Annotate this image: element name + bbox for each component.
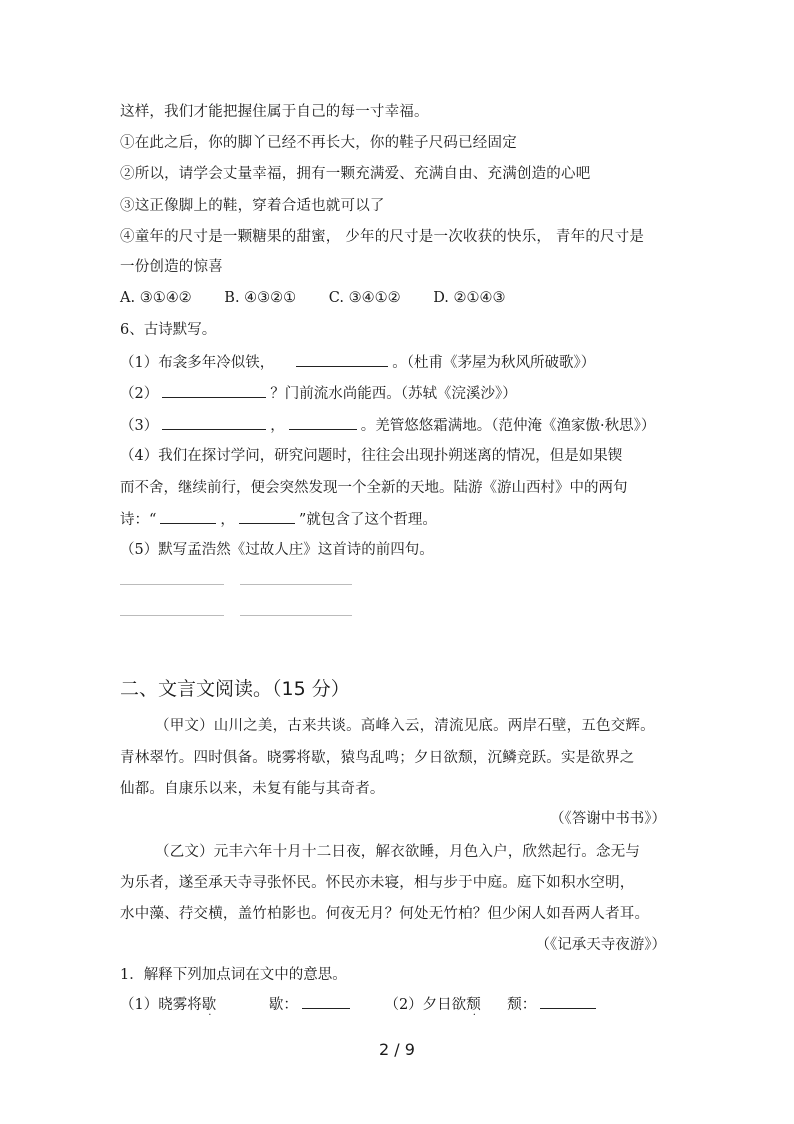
section-heading: 二、文言文阅读。（15 分） (120, 678, 350, 700)
jia-text-line3: 仙都。自康乐以来，未复有能与其奇者。 (120, 781, 385, 797)
q1a-blank[interactable] (302, 994, 350, 1009)
yi-text-line2: 为乐者，遂至承天寺寻张怀民。怀民亦未寝，相与步于中庭。庭下如积水空明， (120, 875, 635, 891)
q6-item-4-line3 (120, 509, 437, 530)
option-a: A. ③①④② (120, 290, 192, 306)
q6-item-4-line2: 而不舍，继续前行，便会突然发现一个全新的天地。陆游《游山西村》中的两句 (120, 480, 628, 496)
q6-3-comma: ， (270, 418, 285, 434)
answer-options (120, 288, 534, 308)
q6-2-blank[interactable] (162, 383, 266, 398)
page-number: 2 / 9 (379, 1040, 415, 1059)
q6-3-source: 。羌管悠悠霜满地。（范仲淹《渔家傲·秋思》） (360, 418, 656, 434)
q6-1-source: 。（杜甫《茅屋为秋风所破歌》） (392, 355, 596, 371)
q6-4-blank-2[interactable] (239, 509, 295, 524)
option-b: B. ④③②① (224, 290, 297, 306)
q6-1-prompt: （1）布衾多年冷似铁， (120, 355, 275, 371)
q6-item-5: （5）默写孟浩然《过故人庄》这首诗的前四句。 (120, 542, 434, 558)
jia-source: （《答谢中书书》） (550, 811, 666, 827)
q6-4-suffix: ”就包含了这个哲理。 (298, 512, 437, 528)
writing-line-4[interactable] (240, 615, 352, 616)
sentence-4-line1: ④童年的尺寸是一颗糖果的甜蜜， 少年的尺寸是一次收获的快乐， 青年的尺寸是 (120, 229, 645, 245)
q6-2-source: ？门前流水尚能西。（苏轼《浣溪沙》） (270, 386, 517, 402)
q1a-label: 歇： (268, 997, 298, 1013)
q1b-blank[interactable] (540, 994, 596, 1009)
sentence-3: ③这正像脚上的鞋，穿着合适也就可以了 (120, 198, 385, 214)
q1a-phrase: （1）晓雾将 (120, 997, 202, 1013)
q1-prompt: 1．解释下列加点词在文中的意思。 (120, 967, 347, 983)
yi-text-line3: 水中藻、荇交横，盖竹柏影也。何夜无月？何处无竹柏？但少闲人如吾两人者耳。 (120, 906, 650, 922)
yi-source: （《记承天寺夜游》） (535, 937, 666, 953)
q6-item-3 (120, 415, 655, 436)
sentence-4-line2: 一份创造的惊喜 (120, 259, 223, 275)
option-c: C. ③④①② (328, 290, 401, 306)
q6-item-2 (120, 383, 517, 404)
q1-items (120, 994, 600, 1015)
q6-title: 6、古诗默写。 (120, 322, 217, 338)
q6-3-num: （3） (120, 418, 159, 434)
q6-item-1 (120, 352, 595, 373)
sentence-1: ①在此之后，你的脚丫已经不再长大，你的鞋子尺码已经固定 (120, 135, 517, 151)
q1b-label: 颓： (507, 997, 537, 1013)
q6-2-num: （2） (120, 386, 159, 402)
q6-item-4-line1: （4）我们在探讨学问，研究问题时，往往会出现扑朔迷离的情况，但是如果锲 (120, 448, 623, 464)
writing-line-1[interactable] (120, 584, 224, 585)
sentence-2: ②所以，请学会丈量幸福，拥有一颗充满爱、充满自由、充满创造的心吧 (120, 166, 591, 182)
q1a-dotted-char: 歇 (201, 997, 217, 1013)
q6-3-blank-1[interactable] (162, 415, 266, 430)
option-d: D. ②①④③ (433, 290, 506, 306)
yi-text-line1: （乙文）元丰六年十月十二日夜，解衣欲睡，月色入户，欣然起行。念无与 (155, 844, 641, 860)
q6-4-prefix: 诗：“ (120, 512, 157, 528)
q1b-phrase: （2）夕日欲 (384, 997, 467, 1013)
jia-text-line2: 青林翠竹。四时俱备。晓雾将歇，猿鸟乱鸣；夕日欲颓，沉鳞竞跃。实是欲界之 (120, 750, 635, 766)
q6-1-blank[interactable] (296, 352, 388, 367)
q1b-dotted-char: 颓 (466, 997, 481, 1013)
q6-4-blank-1[interactable] (160, 509, 216, 524)
q6-4-comma: ， (220, 512, 235, 528)
jia-text-line1: （甲文）山川之美，古来共谈。高峰入云，清流见底。两岸石壁，五色交辉。 (155, 718, 655, 734)
passage-conclusion: 这样，我们才能把握住属于自己的每一寸幸福。 (120, 104, 429, 120)
writing-line-2[interactable] (240, 584, 352, 585)
q6-3-blank-2[interactable] (289, 415, 357, 430)
writing-line-3[interactable] (120, 615, 224, 616)
